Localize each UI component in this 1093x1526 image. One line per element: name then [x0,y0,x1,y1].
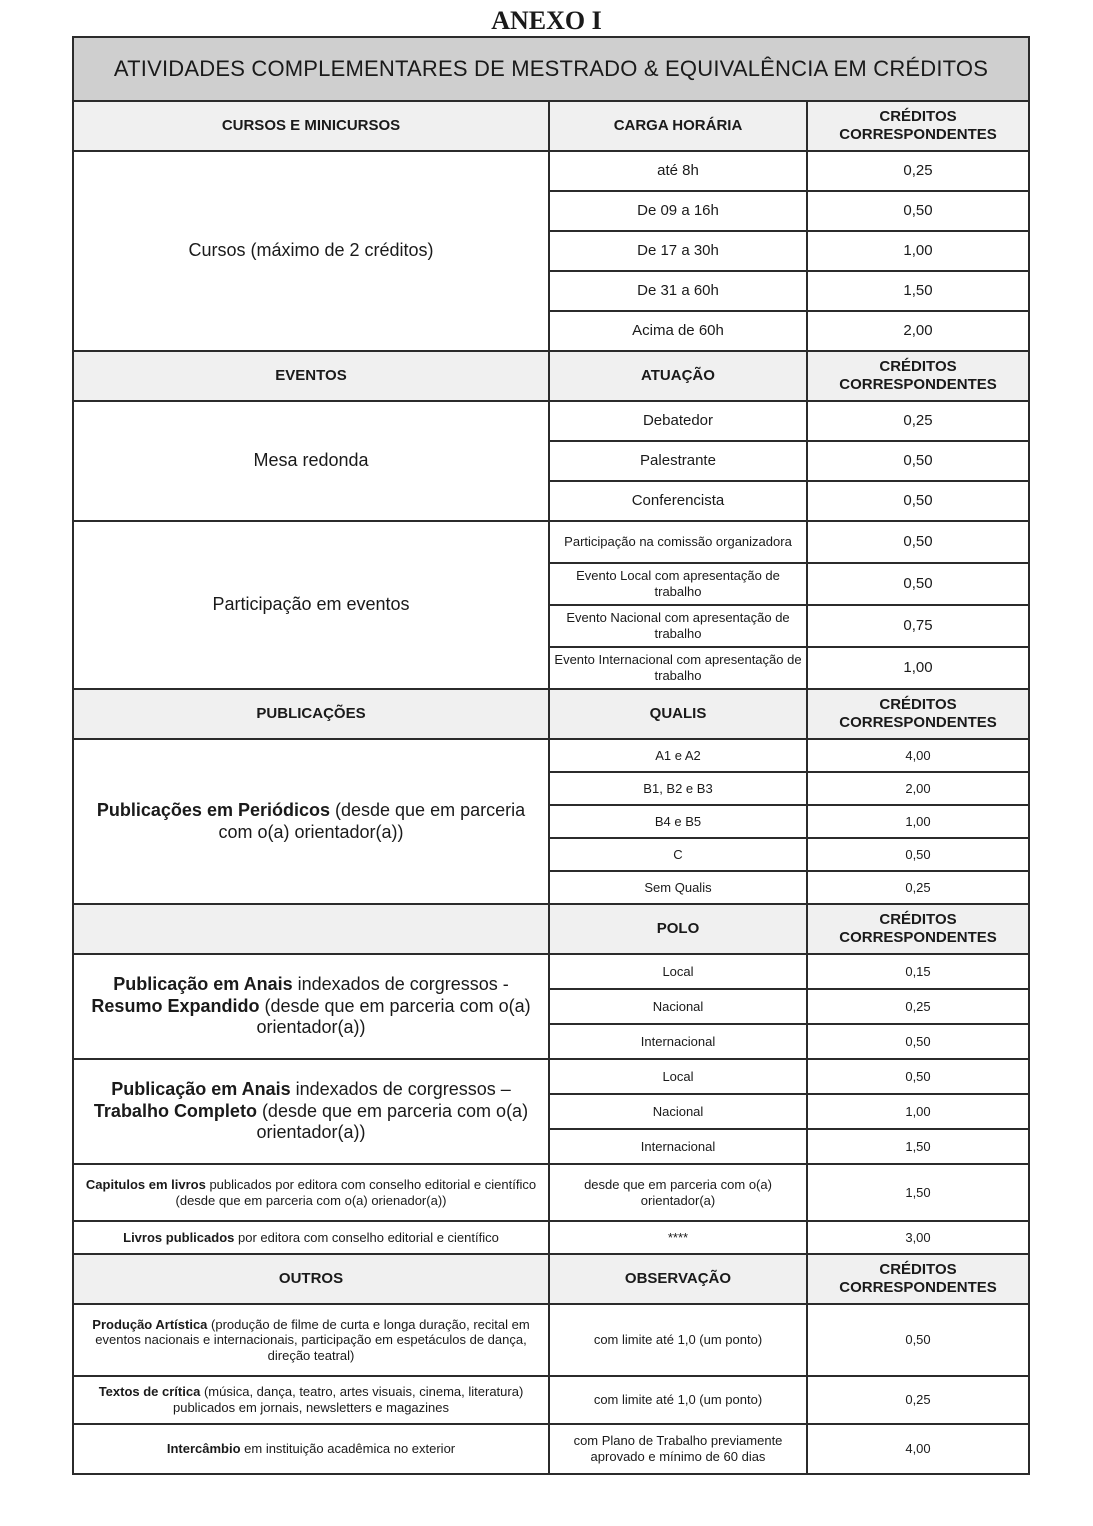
credit-value: 0,25 [807,871,1029,904]
section-header-cursos [73,101,1029,151]
activity-detail: em instituição acadêmica no exterior [240,1441,456,1457]
activity-cell [73,1059,549,1164]
section-header-publicacoes [73,689,1029,739]
row-label: Conferencista [549,481,807,521]
table-row [73,1424,1029,1474]
activity-cell [73,1304,549,1376]
credit-value: 0,50 [807,441,1029,481]
credit-value: 4,00 [807,739,1029,772]
activity-bold: Livros publicados [123,1229,235,1245]
section-header-anais [73,904,1029,954]
row-label: Nacional [549,989,807,1024]
section-label: PUBLICAÇÕES [73,689,549,739]
row-label: Acima de 60h [549,311,807,351]
table-row [73,521,1029,563]
activity-cell [73,1376,549,1424]
section-label: EVENTOS [73,351,549,401]
table-row [73,739,1029,772]
activity-detail: por editora com conselho editorial e científico [234,1229,499,1245]
row-label: Evento Local com apresentação de trabalho [549,563,807,605]
credit-value: 1,50 [807,1129,1029,1164]
credit-value: 0,50 [807,563,1029,605]
row-label: A1 e A2 [549,739,807,772]
section-label: CURSOS E MINICURSOS [73,101,549,151]
credit-value: 0,25 [807,1376,1029,1424]
row-label: B1, B2 e B3 [549,772,807,805]
activity-detail: (produção de filme de curta e longa duração, recital em eventos nacionais e internacionais, participação em espetáculos de dança, direção teatral) [95,1316,530,1363]
row-label: Local [549,954,807,989]
credit-value: 3,00 [807,1221,1029,1254]
credit-value: 0,50 [807,521,1029,563]
activity-detail: (desde que em parceria com o(a) orientador(a)) [256,995,531,1038]
row-label: com limite até 1,0 (um ponto) [549,1304,807,1376]
activity-bold: Resumo Expandido [91,995,260,1016]
credit-value: 0,25 [807,401,1029,441]
row-label: Internacional [549,1024,807,1059]
activity-detail: (desde que em parceria com o(a) orientador(a)) [256,1100,529,1143]
activity-bold: Produção Artística [92,1316,208,1332]
activity-bold: Publicações em Periódicos [96,799,330,820]
section-header-eventos [73,351,1029,401]
credit-value: 0,15 [807,954,1029,989]
row-label: B4 e B5 [549,805,807,838]
activity-cell [73,954,549,1059]
row-label: com limite até 1,0 (um ponto) [549,1376,807,1424]
credit-value: 1,50 [807,271,1029,311]
table-row [73,954,1029,989]
credit-value: 1,00 [807,647,1029,689]
table-row [73,1376,1029,1424]
table-row [73,1304,1029,1376]
activity-detail: indexados de corgressos - [292,974,509,995]
row-label: **** [549,1221,807,1254]
credit-value: 0,75 [807,605,1029,647]
credit-value: 1,00 [807,805,1029,838]
credits-label: CRÉDITOS CORRESPONDENTES [807,689,1029,739]
activity-detail: publicados por editora com conselho editorial e científico (desde que em parceria com o(a) orienador(a)) [175,1176,537,1208]
column-label: POLO [549,904,807,954]
activity-bold: Publicação em Anais [111,1079,291,1100]
activity-bold: Textos de crítica [98,1384,201,1400]
credits-label: CRÉDITOS CORRESPONDENTES [807,101,1029,151]
table-row [73,401,1029,441]
credits-label: CRÉDITOS CORRESPONDENTES [807,1254,1029,1304]
annex-heading: ANEXO I [491,6,602,35]
credits-label: CRÉDITOS CORRESPONDENTES [807,904,1029,954]
row-label: desde que em parceria com o(a) orientador(a) [549,1164,807,1221]
table-row [73,1164,1029,1221]
row-label: Nacional [549,1094,807,1129]
row-label: Sem Qualis [549,871,807,904]
row-label: até 8h [549,151,807,191]
activity-cell [73,1221,549,1254]
credit-value: 2,00 [807,772,1029,805]
row-label: C [549,838,807,871]
credit-value: 0,50 [807,838,1029,871]
activity-cell [73,1424,549,1474]
activity-detail: (música, dança, teatro, artes visuais, cinema, literatura) publicados em jornais, newsletters e magazines [172,1384,524,1415]
credit-value: 1,00 [807,1094,1029,1129]
column-label: OBSERVAÇÃO [549,1254,807,1304]
credit-value: 4,00 [807,1424,1029,1474]
credit-value: 0,25 [807,989,1029,1024]
row-label: Palestrante [549,441,807,481]
activity-detail: (desde que em parceria com o(a) orientador(a)) [218,799,526,842]
activity-cell: Cursos (máximo de 2 créditos) [73,151,549,351]
credit-value: 0,50 [807,481,1029,521]
row-label: Internacional [549,1129,807,1164]
table-row [73,1221,1029,1254]
activity-detail: indexados de corgressos – [290,1079,511,1100]
column-label: QUALIS [549,689,807,739]
credit-value: 2,00 [807,311,1029,351]
row-label: Local [549,1059,807,1094]
section-label: OUTROS [73,1254,549,1304]
activity-bold: Capitulos em livros [85,1176,206,1192]
activity-bold: Publicação em Anais [113,974,293,995]
row-label: De 17 a 30h [549,231,807,271]
row-label: Evento Internacional com apresentação de trabalho [549,647,807,689]
credit-value: 1,50 [807,1164,1029,1221]
table-row [73,1059,1029,1094]
row-label: Evento Nacional com apresentação de trabalho [549,605,807,647]
credit-value: 0,25 [807,151,1029,191]
activity-cell [73,1164,549,1221]
credit-value: 0,50 [807,1304,1029,1376]
activity-bold: Intercâmbio [166,1441,241,1457]
column-label: ATUAÇÃO [549,351,807,401]
activity-bold: Trabalho Completo [93,1100,257,1121]
row-label: com Plano de Trabalho previamente aprovado e mínimo de 60 dias [549,1424,807,1474]
column-label: CARGA HORÁRIA [549,101,807,151]
credit-value: 0,50 [807,1024,1029,1059]
activity-cell: Participação em eventos [73,521,549,689]
activity-cell [73,739,549,904]
row-label: Debatedor [549,401,807,441]
credits-table [72,36,1030,1475]
credits-label: CRÉDITOS CORRESPONDENTES [807,351,1029,401]
credit-value: 0,50 [807,1059,1029,1094]
section-label [73,904,549,954]
row-label: Participação na comissão organizadora [549,521,807,563]
table-title: ATIVIDADES COMPLEMENTARES DE MESTRADO & EQUIVALÊNCIA EM CRÉDITOS [73,37,1029,101]
table-row [73,151,1029,191]
activity-cell: Mesa redonda [73,401,549,521]
row-label: De 09 a 16h [549,191,807,231]
credit-value: 1,00 [807,231,1029,271]
credit-value: 0,50 [807,191,1029,231]
row-label: De 31 a 60h [549,271,807,311]
section-header-outros [73,1254,1029,1304]
